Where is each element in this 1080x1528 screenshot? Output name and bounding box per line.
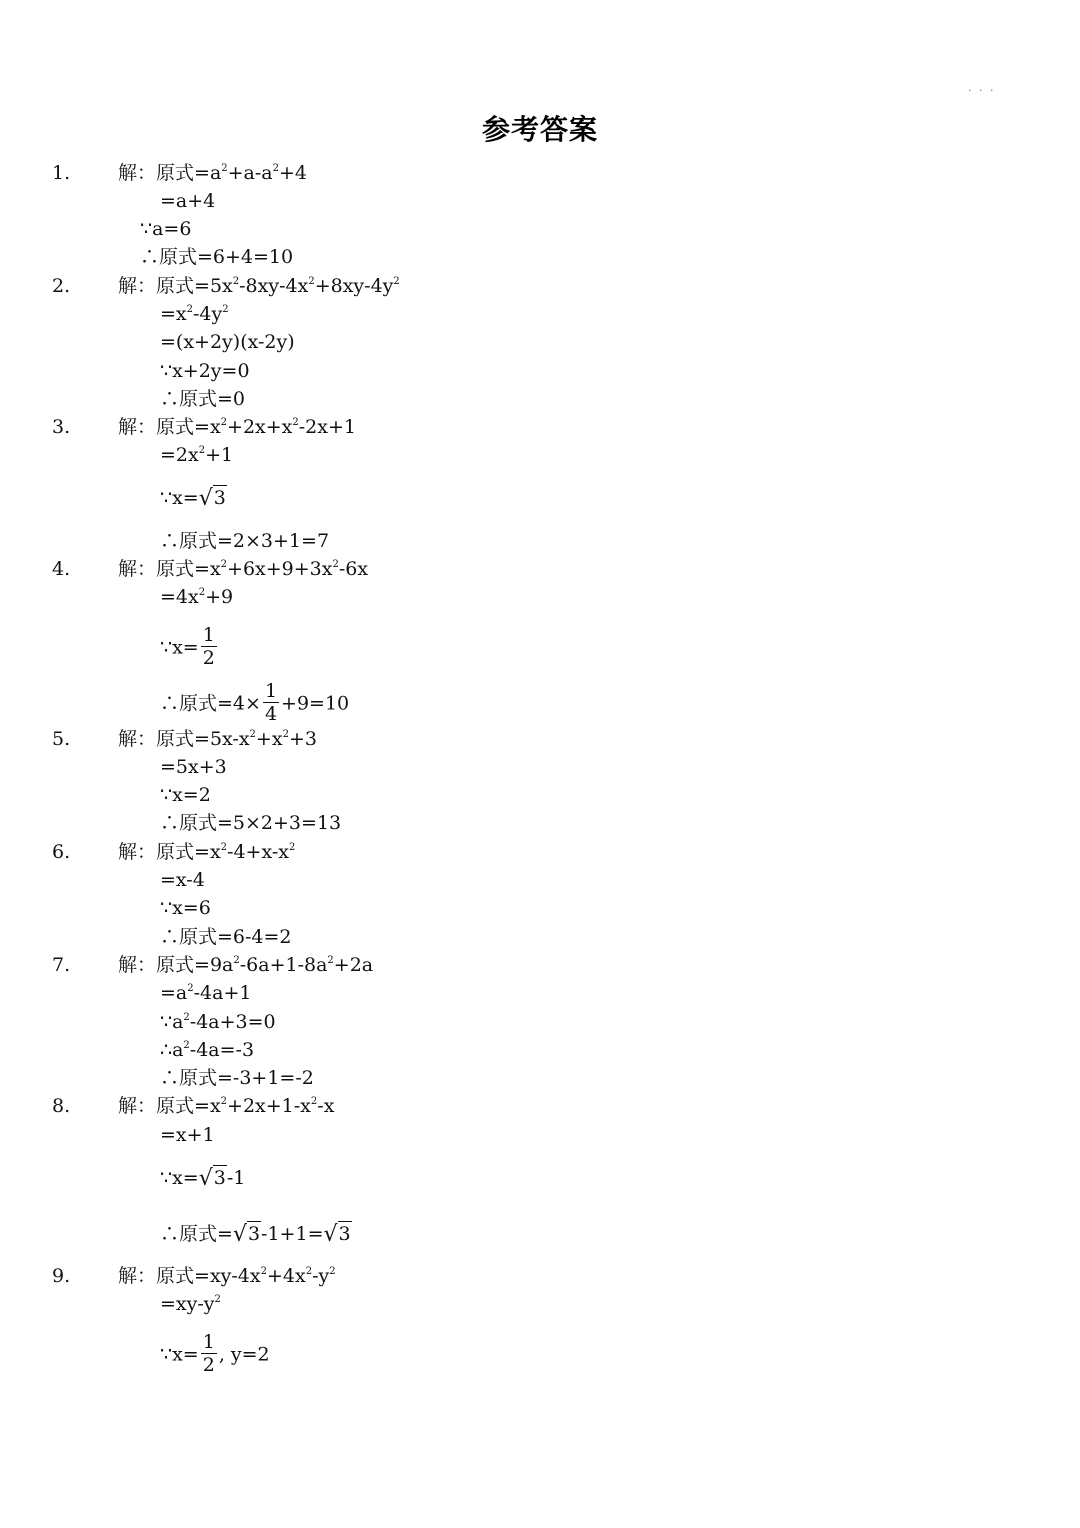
- problem-number: 8.: [52, 1095, 71, 1117]
- problem-2-line-4: ∵x+2y=0: [160, 360, 250, 382]
- problem-7-line-5: ∴原式=-3+1=-2: [160, 1067, 314, 1089]
- problem-6-line-2: =x-4: [160, 869, 205, 891]
- problem-number: 4.: [52, 558, 71, 580]
- problem-number: 6.: [52, 841, 71, 863]
- problem-1-line-2: =a+4: [160, 190, 216, 212]
- corner-mark: · · ·: [968, 84, 996, 97]
- problem-7-line-2: $=a^2-4a+1$: [160, 982, 252, 1004]
- sqrt-symbol: √: [323, 1222, 338, 1247]
- problem-1-line-4: ∴原式=6+4=10: [140, 246, 294, 268]
- problem-1-line-3: ∵a=6: [140, 218, 192, 240]
- problem-9-line-1: 9. 解：原式$=xy-4x^2+4x^2-y^2$: [52, 1265, 336, 1287]
- problem-8-line-3: ∵x=√3-1: [160, 1166, 246, 1191]
- problem-number: 7.: [52, 954, 71, 976]
- problem-2-line-3: =(x+2y)(x-2y): [160, 331, 295, 353]
- problem-3-line-1: 3. 解：原式$=x^2+2x+x^2-2x+1$: [52, 416, 356, 438]
- problem-6-line-4: ∴原式=6-4=2: [160, 926, 292, 948]
- page-title: 参考答案: [481, 113, 598, 146]
- problem-number: 1.: [52, 162, 71, 184]
- problem-4-line-1: 4. 解：原式$=x^2+6x+9+3x^2-6x$: [52, 558, 369, 580]
- problem-5-line-4: ∴原式=5×2+3=13: [160, 812, 342, 834]
- problem-number: 2.: [52, 275, 71, 297]
- problem-number: 9.: [52, 1265, 71, 1287]
- problem-2-line-2: $=x^2-4y^2$: [160, 303, 229, 325]
- fraction: $\frac{1}{2}$: [202, 1331, 215, 1376]
- problem-3-line-2: $=2x^2+1$: [160, 444, 234, 466]
- problem-8-line-2: =x+1: [160, 1124, 215, 1146]
- problem-8-line-4: ∴原式=√3-1+1=√3: [160, 1222, 351, 1247]
- fraction: $\frac{1}{2}$: [202, 624, 215, 669]
- problem-number: 3.: [52, 416, 71, 438]
- problem-7-line-4: $\therefore a^2-4a=-3$: [160, 1039, 255, 1061]
- problem-7-line-3: $\because a^2-4a+3=0$: [160, 1011, 276, 1033]
- problem-4-line-3: ∵x= $\frac{1}{2}$: [160, 624, 215, 669]
- problem-7-line-1: 7. 解：原式$=9a^2-6a+1-8a^2+2a$: [52, 954, 374, 976]
- problem-5-line-3: ∵x=2: [160, 784, 211, 806]
- problem-5-line-1: 5. 解：原式$=5x-x^2+x^2+3$: [52, 728, 317, 750]
- problem-number: 5.: [52, 728, 71, 750]
- problem-6-line-3: ∵x=6: [160, 897, 211, 919]
- problem-2-line-5: ∴原式=0: [160, 388, 246, 410]
- sqrt-symbol: √: [198, 1166, 213, 1191]
- problem-3-line-3: ∵x=√3: [160, 486, 226, 511]
- sqrt-symbol: √: [198, 486, 213, 511]
- problem-3-line-4: ∴原式=2×3+1=7: [160, 530, 330, 552]
- problem-9-line-3: ∵x= $\frac{1}{2}$ , y=2: [160, 1331, 270, 1376]
- problem-4-line-2: $=4x^2+9$: [160, 586, 234, 608]
- problem-8-line-1: 8. 解：原式$=x^2+2x+1-x^2-x$: [52, 1095, 335, 1117]
- sqrt-symbol: √: [232, 1222, 247, 1247]
- problem-5-line-2: =5x+3: [160, 756, 227, 778]
- problem-4-line-4: ∴原式=4× $\frac{1}{4}$ +9=10: [160, 680, 350, 725]
- problem-9-line-2: $=xy-y^2$: [160, 1293, 221, 1315]
- problem-2-line-1: 2. 解：原式$=5x^2-8xy-4x^2+8xy-4y^2$: [52, 275, 400, 297]
- problem-6-line-1: 6. 解：原式$=x^2-4+x-x^2$: [52, 841, 296, 863]
- problem-1-line-1: 1. 解：原式$=a^2+a-a^2+4$: [52, 162, 308, 184]
- fraction: $\frac{1}{4}$: [264, 680, 278, 725]
